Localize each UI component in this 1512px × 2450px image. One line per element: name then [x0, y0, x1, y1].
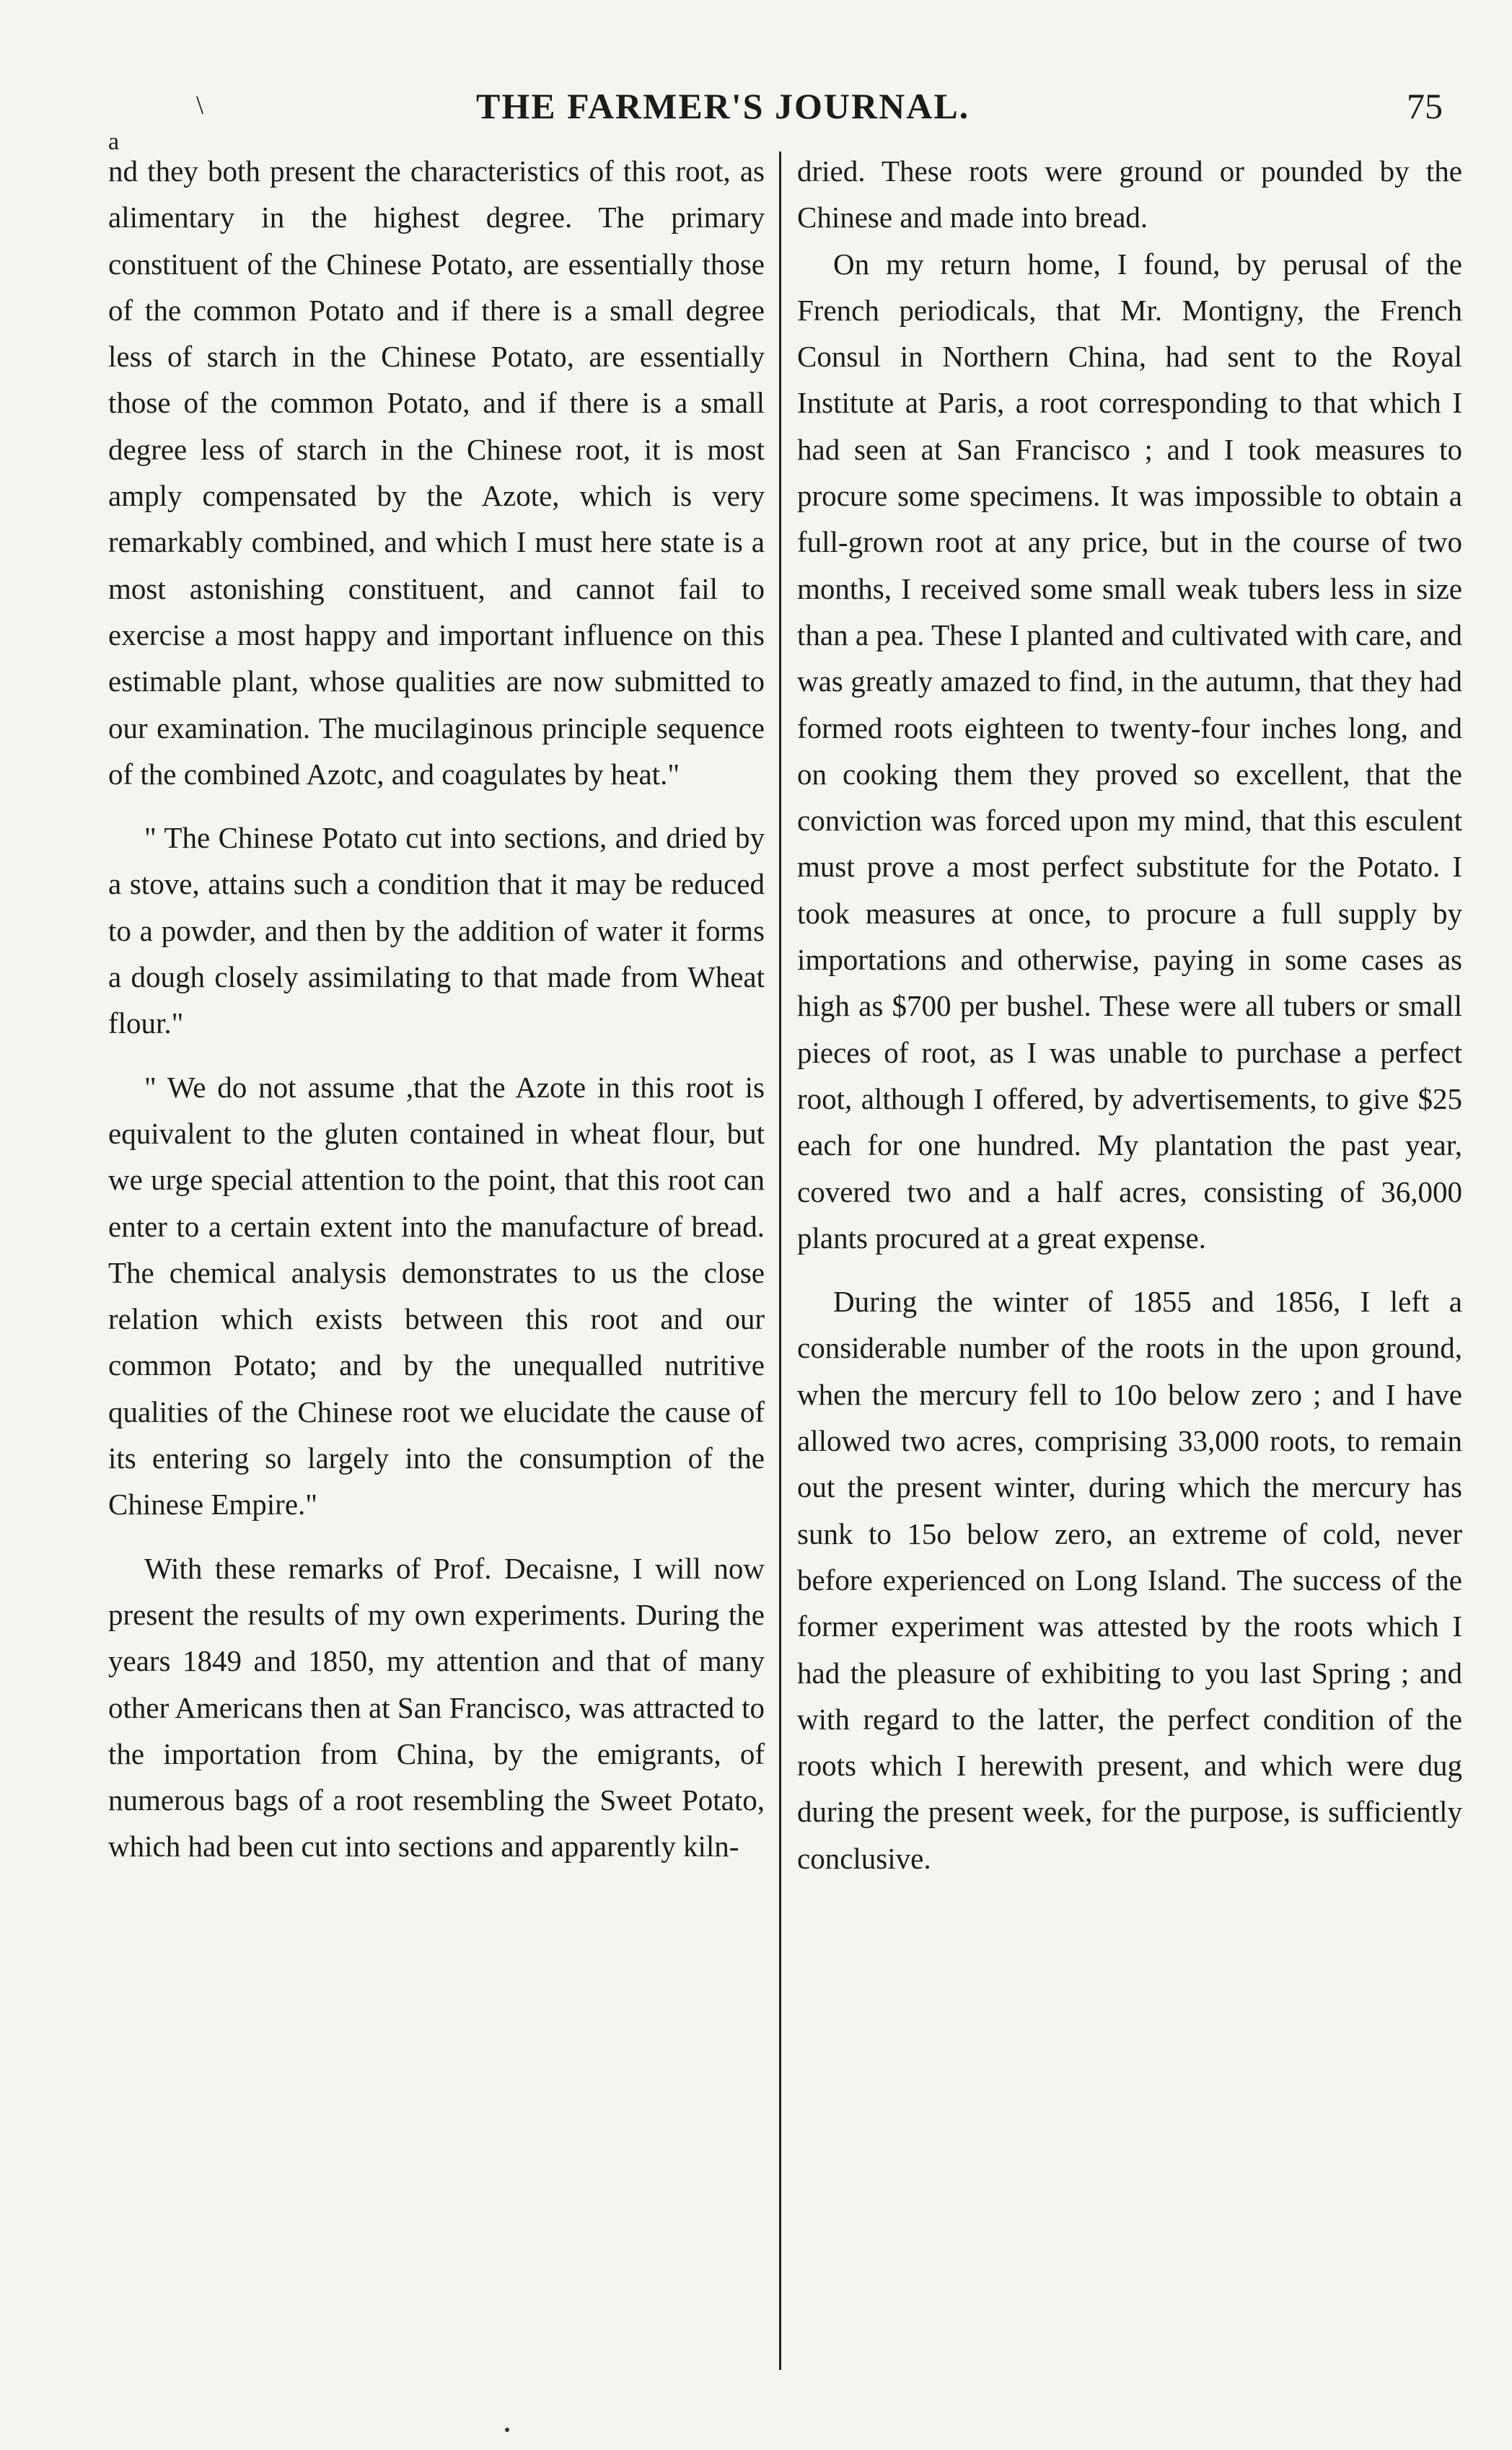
paragraph: During the winter of 1855 and 1856, I left a considerable number of the roots in the upon ground, when the mercury fell to 10o below zero ; and I have allowed two acres, comprising 33,000 roots, to remain out the present winter, during which the mercury has sunk to 15o below zero, an extreme of cold, never before experienced on Long Island. The success of the former experiment was attested by the roots which I had the pleasure of exhibiting to you last Spring ; and with regard to the latter, the perfect condition of the roots which I herewith present, and which were dug during the present week, for the purpose, is sufficiently conclusive. [797, 1285, 1462, 1875]
column-divider [779, 152, 781, 2370]
speck [505, 2428, 509, 2432]
paragraph: nd they both present the characteristics of this root, as alimentary in the highest degree. The primary constituent of the Chinese Potato, are essentially those of the common Potato and if there is a small degree less of starch in the Chinese Potato, are essentially those of the common Potato, and if there is a small degree less of starch in the Chinese root, it is most amply compensated by the Azote, which is very remarkably combined, and which I must here state is a most astonishing constituent, and cannot fail to exercise a most happy and important influence on this estimable plant, whose qualities are now submitted to our examination. The mucilaginous principle sequence of the combined Azotc, and coagulates by heat." [108, 154, 765, 791]
stray-mark: a [108, 128, 120, 155]
header-mark: \ [196, 90, 204, 119]
page-header [0, 85, 1512, 136]
paragraph: With these remarks of Prof. Decaisne, I will now present the results of my own experiments. During the years 1849 and 1850, my attention and that of many other Americans then at San Francisco, was attracted to the importation from China, by the emigrants, of numerous bags of a root resembling the Sweet Potato, which had been cut into sections and apparently kiln- [108, 1551, 765, 1863]
paragraph: On my return home, I found, by perusal of the French periodicals, that Mr. Montigny, the French Consul in Northern China, had sent to the Royal Institute at Paris, a root corresponding to that which I had seen at San Francisco ; and I took measures to procure some specimens. It was impossible to obtain a full-grown root at any price, but in the course of two months, I received some small weak tubers less in size than a pea. These I planted and cultivated with care, and was greatly amazed to find, in the autumn, that they had formed roots eighteen to twenty-four inches long, and on cooking them they proved so excellent, that the conviction was forced upon my mind, that this esculent must prove a most perfect substitute for the Potato. I took measures at once, to procure a full supply by importations and otherwise, paying in some cases as high as $700 per bushel. These were all tubers or small pieces of root, as I was unable to purchase a perfect root, although I offered, by advertisements, to give $25 each for one hundred. My plantation the past year, covered two and a half acres, consisting of 36,000 plants procured at a great expense. [797, 247, 1462, 1255]
page-number: 75 [1407, 86, 1443, 126]
paragraph: " The Chinese Potato cut into sections, and dried by a stove, attains such a condition that it may be reduced to a powder, and then by the addition of water it forms a dough closely assimilating to that made from Wheat flour." [108, 821, 765, 1040]
paragraph: dried. These roots were ground or pounded by the Chinese and made into bread. [797, 154, 1462, 234]
left-column [108, 148, 765, 1870]
running-title: THE FARMER'S JOURNAL. [476, 86, 970, 126]
paragraph: " We do not assume ,that the Azote in this root is equivalent to the gluten contained in wheat flour, but we urge special attention to the point, that this root can enter to a certain extent into the manufacture of bread. The chemical analysis demonstrates to us the close relation which exists between this root and our common Potato; and by the unequalled nutritive qualities of the Chinese root we elucidate the cause of its entering so largely into the consumption of the Chinese Empire." [108, 1070, 765, 1522]
right-column [797, 148, 1462, 1882]
